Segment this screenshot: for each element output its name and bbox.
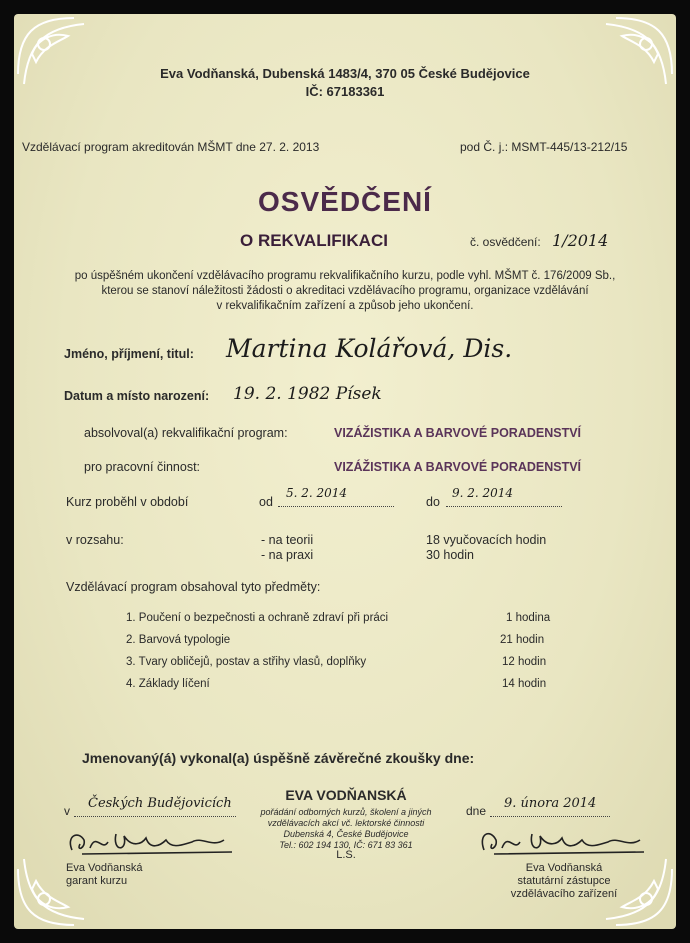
scope-practice-value: 30 hodin [426, 548, 474, 562]
scope-theory-value: 18 vyučovacích hodin [426, 533, 547, 547]
accreditation-text: Vzdělávací program akreditován MŠMT dne 27. 2. 2013 [22, 140, 320, 154]
issuer-ic: IČ: 67183361 [305, 84, 385, 99]
period-to-label: do [426, 495, 440, 509]
intro-line: kterou se stanoví náležitosti žádosti o akreditaci vzdělávacího programu, organizace vzdělávání [101, 285, 589, 297]
stamp-line: pořádání odborných kurzů, školení a jiných [260, 807, 432, 817]
place-field [74, 796, 236, 817]
exam-statement: Jmenovaný(á) vykonal(a) úspěšně závěrečné zkoušky dne: [82, 750, 475, 766]
cert-number-value: 1/2014 [552, 231, 609, 250]
cert-number-label: č. osvědčení: [470, 235, 541, 249]
subjects-heading: Vzdělávací program obsahoval tyto předměty: [66, 580, 321, 594]
date-prefix: dne [466, 804, 487, 818]
program-value: VIZÁŽISTIKA A BARVOVÉ PORADENSTVÍ [334, 426, 582, 440]
certificate-paper [14, 14, 676, 929]
stamp-line: Dubenská 4, České Budějovice [283, 829, 409, 839]
activity-label: pro pracovní činnost: [84, 460, 201, 474]
period-to-value: 9. 2. 2014 [452, 486, 514, 500]
subject-row-hours: 14 hodin [502, 678, 547, 690]
period-label: Kurz proběhl v období [66, 495, 189, 509]
stamp-line: vzdělávacích akcí vč. lektorské činnosti [267, 818, 425, 828]
page-subtitle: O REKVALIFIKACI [240, 231, 388, 250]
subject-row-name: 4. Základy líčení [126, 678, 210, 690]
place-value: Českých Budějovicích [88, 796, 232, 811]
subject-row-hours: 1 hodina [506, 612, 551, 624]
birth-label: Datum a místo narození: [64, 389, 210, 403]
intro-line: v rekvalifikačním zařízení a způsob jeho ukončení. [216, 300, 474, 312]
program-label: absolvoval(a) rekvalifikační program: [84, 426, 288, 440]
place-prefix: v [64, 804, 70, 818]
scope-label: v rozsahu: [66, 533, 124, 547]
period-from-label: od [259, 495, 273, 509]
period-from-field [278, 486, 394, 507]
stamp-body [246, 807, 446, 851]
holder-name: Martina Kolářová, Dis. [226, 334, 513, 363]
scope-practice-label: - na praxi [261, 548, 314, 562]
signature-right-caption [484, 862, 644, 901]
signature-left-name: Eva Vodňanská [66, 862, 143, 874]
subject-row-hours: 12 hodin [502, 656, 547, 668]
reference-number: pod Č. j.: MSMT-445/13-212/15 [460, 140, 628, 154]
signature-left-icon [62, 822, 242, 860]
scope-theory-label: - na teorii [261, 533, 314, 547]
birth-value: 19. 2. 1982 Písek [233, 384, 382, 404]
signature-right-role-2: vzdělávacího zařízení [510, 888, 618, 900]
subject-row-name: 3. Tvary obličejů, postav a střihy vlasů, doplňky [126, 656, 367, 668]
ls-mark: L.S. [336, 849, 356, 861]
subject-row-name: 2. Barvová typologie [126, 634, 231, 646]
signature-right-name: Eva Vodňanská [525, 862, 603, 874]
period-to-field [446, 486, 562, 507]
signature-right-role: statutární zástupce [517, 875, 611, 887]
date-value: 9. února 2014 [504, 796, 597, 811]
stamp-title: EVA VODŇANSKÁ [285, 787, 407, 803]
signature-right-icon [474, 820, 654, 860]
page-title: OSVĚDČENÍ [258, 186, 432, 217]
stamp-line: Tel.: 602 194 130, IČ: 671 83 361 [279, 840, 413, 850]
signature-left-caption [66, 862, 142, 888]
intro-line: po úspěšném ukončení vzdělávacího programu rekvalifikačního kurzu, podle vyhl. MŠMT č. 176/2009 Sb., [74, 270, 616, 282]
signature-left-role: garant kurzu [66, 875, 128, 887]
subject-row-hours: 21 hodin [500, 634, 545, 646]
activity-value: VIZÁŽISTIKA A BARVOVÉ PORADENSTVÍ [334, 460, 582, 474]
name-label: Jméno, příjmení, titul: [64, 347, 194, 361]
issuer-address: Eva Vodňanská, Dubenská 1483/4, 370 05 České Budějovice [160, 66, 530, 81]
date-field [490, 796, 610, 817]
subject-row-name: 1. Poučení o bezpečnosti a ochraně zdraví při práci [126, 612, 389, 624]
period-from-value: 5. 2. 2014 [286, 486, 348, 500]
